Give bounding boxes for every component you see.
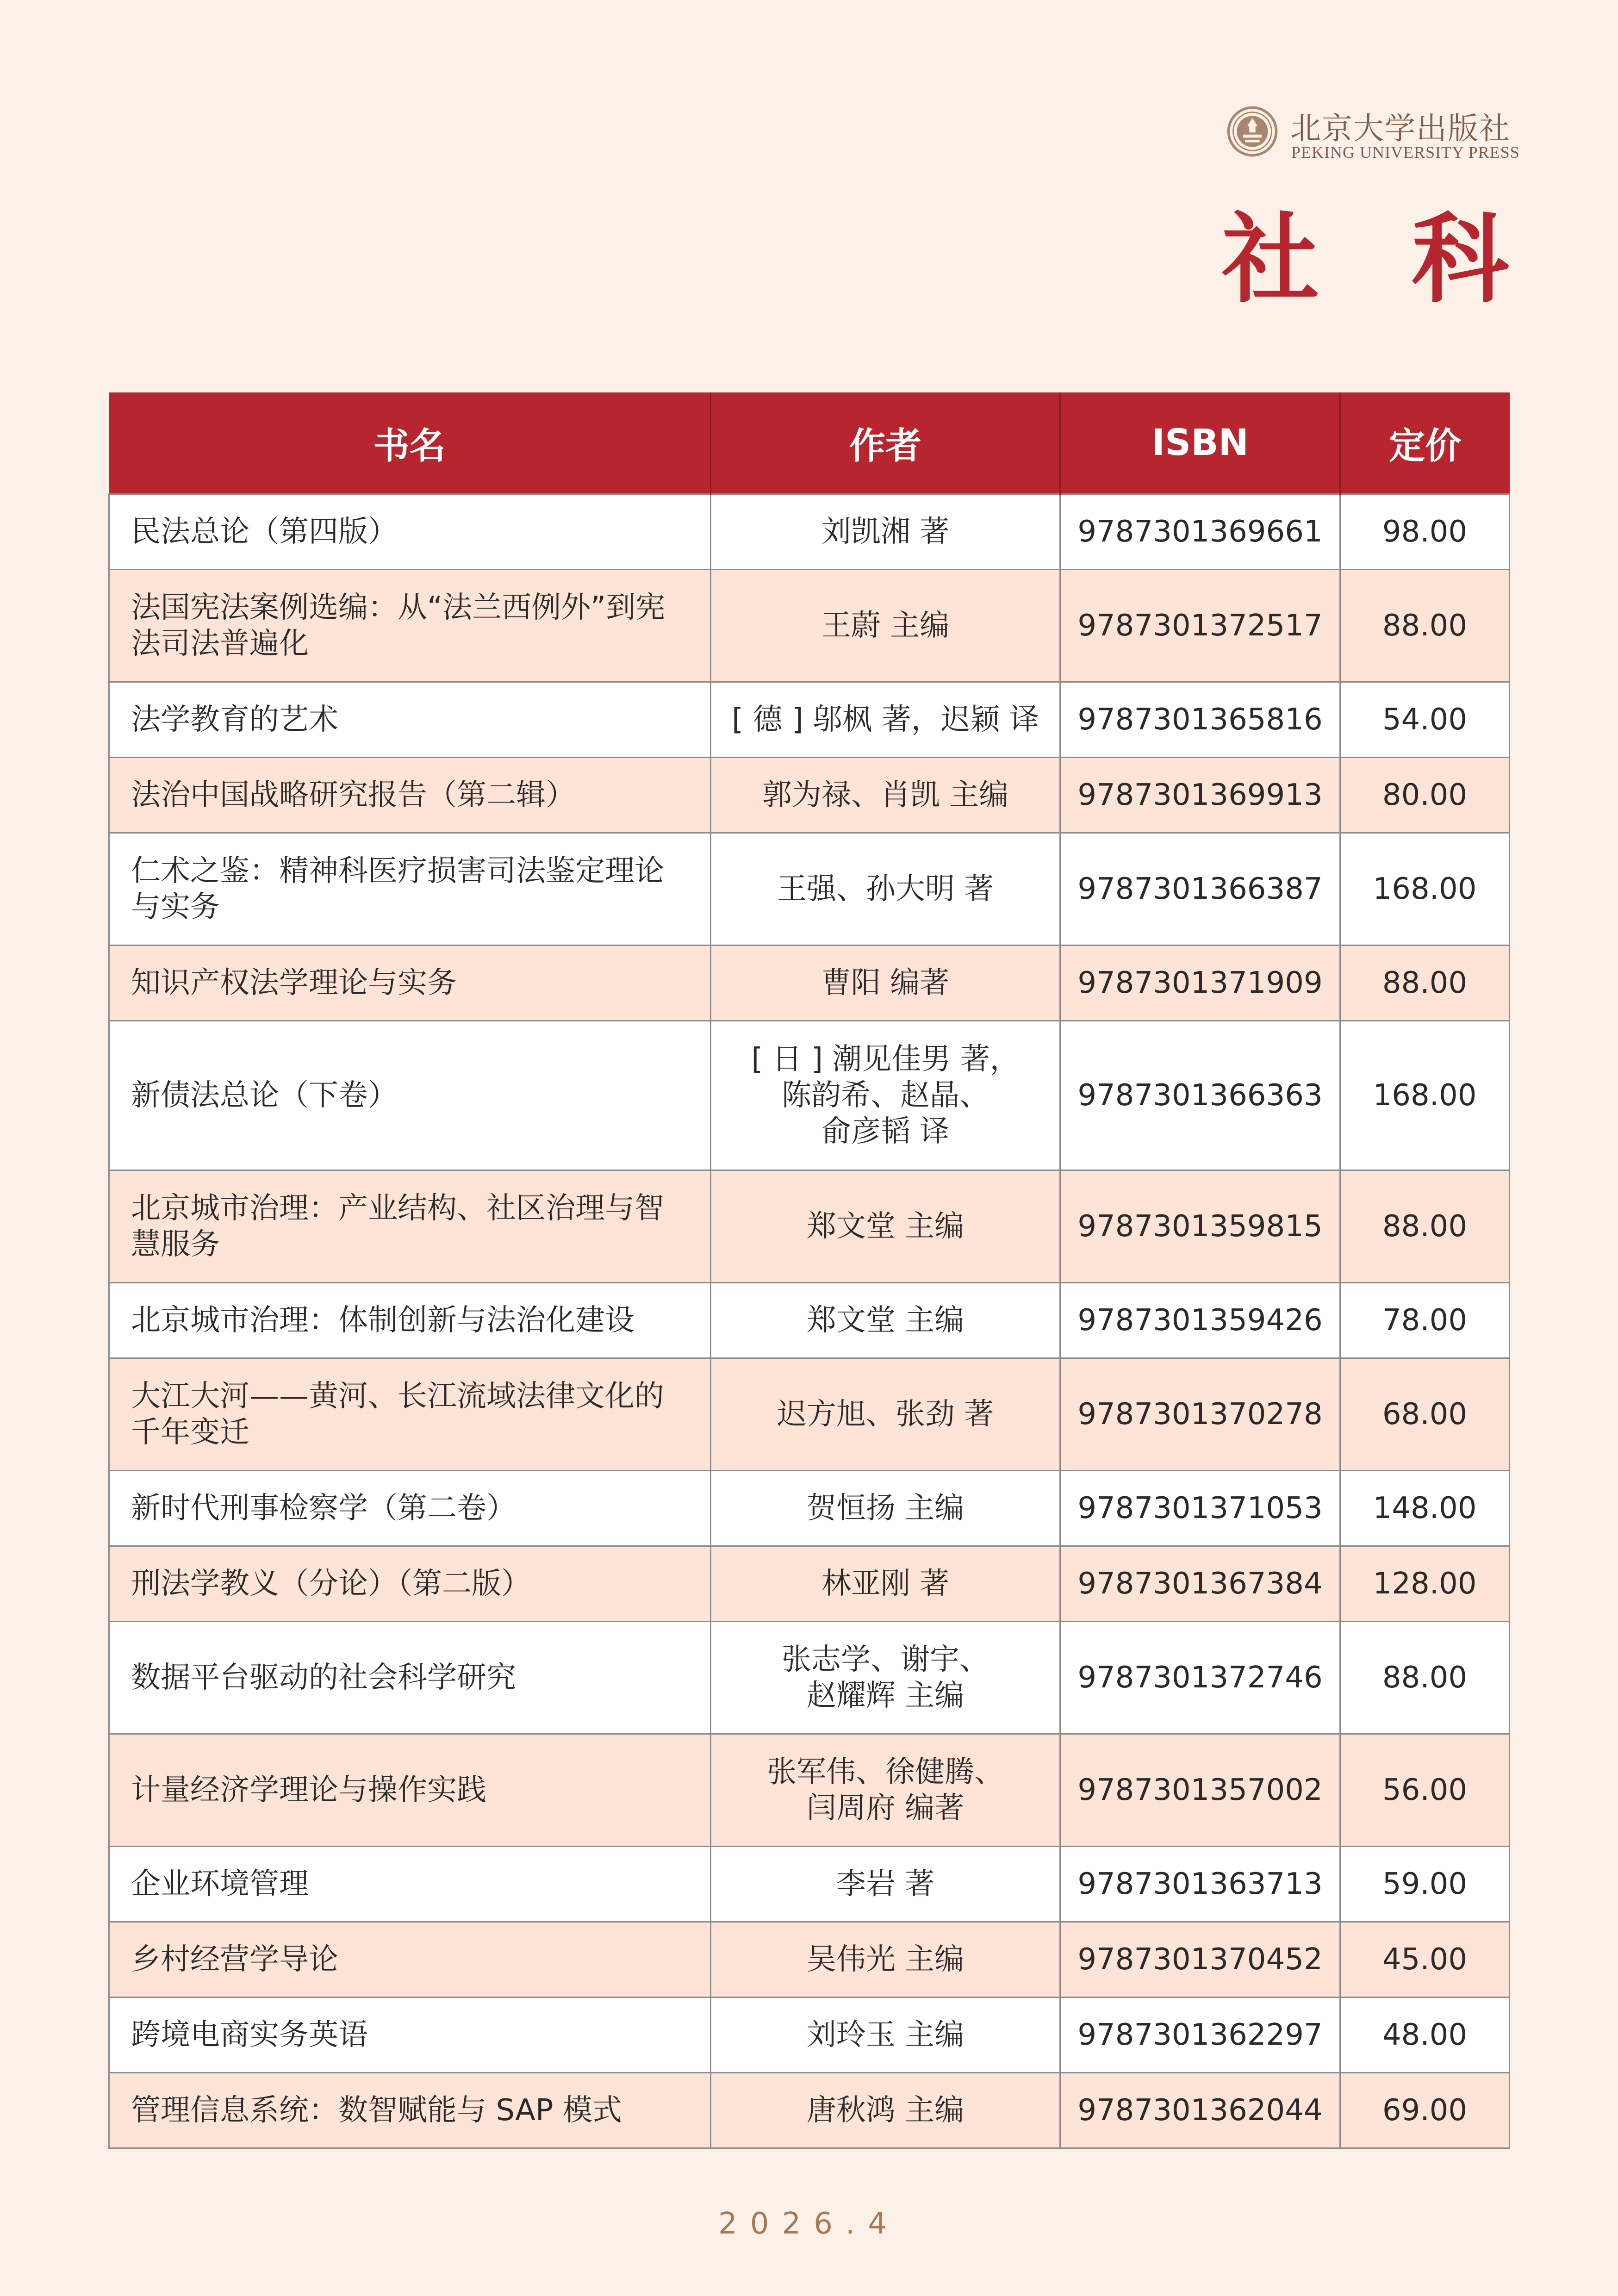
book-author: 刘凯湘 著 [711,494,1060,570]
book-author: 李岩 著 [711,1847,1060,1922]
book-isbn: 9787301366387 [1060,833,1340,946]
book-price: 56.00 [1340,1734,1510,1847]
table-row [109,494,1510,570]
book-table [108,392,1510,2149]
book-price: 148.00 [1340,1471,1510,1546]
page-title: 社科 [1221,202,1601,316]
book-isbn: 9787301366363 [1060,1021,1340,1170]
publisher-name-cn: 北京大学出版社 [1290,111,1511,146]
book-title: 仁术之鉴：精神科医疗损害司法鉴定理论与实务 [109,833,711,946]
book-title: 计量经济学理论与操作实践 [109,1734,711,1847]
book-author: 迟方旭、张劲 著 [711,1358,1060,1471]
book-price: 80.00 [1340,758,1510,833]
table-row [109,1471,1510,1546]
table-row [109,682,1510,758]
book-isbn: 9787301372517 [1060,570,1340,682]
book-author: 王蔚 主编 [711,570,1060,682]
book-author: 郑文堂 主编 [711,1283,1060,1358]
book-title: 大江大河——黄河、长江流域法律文化的千年变迁 [109,1358,711,1471]
table-row [109,1170,1510,1283]
header-author: 作者 [711,392,1060,494]
book-author: 贺恒扬 主编 [711,1471,1060,1546]
book-title: 数据平台驱动的社会科学研究 [109,1622,711,1734]
book-isbn: 9787301357002 [1060,1734,1340,1847]
table-row [109,1546,1510,1622]
book-author: 曹阳 编著 [711,946,1060,1021]
table-row [109,1021,1510,1170]
book-author: 张志学、谢宇、 赵耀辉 主编 [711,1622,1060,1734]
book-author: 唐秋鸿 主编 [711,2073,1060,2148]
book-isbn: 9787301367384 [1060,1546,1340,1622]
footer-date: 2026.4 [718,2207,900,2241]
book-price: 48.00 [1340,1997,1510,2073]
table-row [109,570,1510,682]
header-price: 定价 [1340,392,1510,494]
book-title: 法学教育的艺术 [109,682,711,758]
header-row [109,392,1510,494]
book-price: 88.00 [1340,1622,1510,1734]
book-isbn: 9787301362297 [1060,1997,1340,2073]
book-isbn: 9787301365816 [1060,682,1340,758]
publisher-name-en: PEKING UNIVERSITY PRESS [1291,143,1520,162]
book-author: [ 日 ] 潮见佳男 著， 陈韵希、赵晶、 俞彦韬 译 [711,1021,1060,1170]
book-price: 78.00 [1340,1283,1510,1358]
book-price: 88.00 [1340,946,1510,1021]
table-row [109,1734,1510,1847]
book-isbn: 9787301359815 [1060,1170,1340,1283]
table-row [109,1997,1510,2073]
book-isbn: 9787301359426 [1060,1283,1340,1358]
publisher-logo [1226,103,1518,163]
table-row [109,1922,1510,1997]
table-row [109,946,1510,1021]
book-author: 林亚刚 著 [711,1546,1060,1622]
book-title: 北京城市治理：产业结构、社区治理与智慧服务 [109,1170,711,1283]
table-body [109,494,1510,2148]
book-author: [ 德 ] 邬枫 著，迟颖 译 [711,682,1060,758]
book-isbn: 9787301362044 [1060,2073,1340,2148]
book-title: 企业环境管理 [109,1847,711,1922]
book-price: 98.00 [1340,494,1510,570]
header-isbn: ISBN [1060,392,1340,494]
book-author: 张军伟、徐健腾、 闫周府 编著 [711,1734,1060,1847]
book-price: 59.00 [1340,1847,1510,1922]
book-title: 乡村经营学导论 [109,1922,711,1997]
book-price: 88.00 [1340,1170,1510,1283]
book-isbn: 9787301370452 [1060,1922,1340,1997]
book-title: 民法总论（第四版） [109,494,711,570]
book-price: 68.00 [1340,1358,1510,1471]
book-title: 法治中国战略研究报告（第二辑） [109,758,711,833]
book-title: 知识产权法学理论与实务 [109,946,711,1021]
book-title: 跨境电商实务英语 [109,1997,711,2073]
book-price: 168.00 [1340,833,1510,946]
book-isbn: 9787301371909 [1060,946,1340,1021]
book-isbn: 9787301369661 [1060,494,1340,570]
table-row [109,1358,1510,1471]
book-title: 北京城市治理：体制创新与法治化建设 [109,1283,711,1358]
table-row [109,833,1510,946]
book-price: 88.00 [1340,570,1510,682]
book-isbn: 9787301363713 [1060,1847,1340,1922]
book-price: 54.00 [1340,682,1510,758]
book-author: 郑文堂 主编 [711,1170,1060,1283]
header-title: 书名 [109,392,711,494]
book-isbn: 9787301370278 [1060,1358,1340,1471]
table-row [109,1622,1510,1734]
book-price: 168.00 [1340,1021,1510,1170]
book-price: 69.00 [1340,2073,1510,2148]
book-author: 吴伟光 主编 [711,1922,1060,1997]
book-title: 刑法学教义（分论）（第二版） [109,1546,711,1622]
book-title: 新债法总论（下卷） [109,1021,711,1170]
table-row [109,1847,1510,1922]
book-title: 法国宪法案例选编：从“法兰西例外”到宪法司法普遍化 [109,570,711,682]
table-header [109,392,1510,494]
table-row [109,758,1510,833]
book-price: 45.00 [1340,1922,1510,1997]
pku-emblem-icon [1226,106,1278,157]
book-author: 王强、孙大明 著 [711,833,1060,946]
table-row [109,1283,1510,1358]
book-author: 郭为禄、肖凯 主编 [711,758,1060,833]
book-price: 128.00 [1340,1546,1510,1622]
book-isbn: 9787301371053 [1060,1471,1340,1546]
table-row [109,2073,1510,2148]
book-title: 管理信息系统：数智赋能与 SAP 模式 [109,2073,711,2148]
book-isbn: 9787301369913 [1060,758,1340,833]
book-title: 新时代刑事检察学（第二卷） [109,1471,711,1546]
book-isbn: 9787301372746 [1060,1622,1340,1734]
book-author: 刘玲玉 主编 [711,1997,1060,2073]
